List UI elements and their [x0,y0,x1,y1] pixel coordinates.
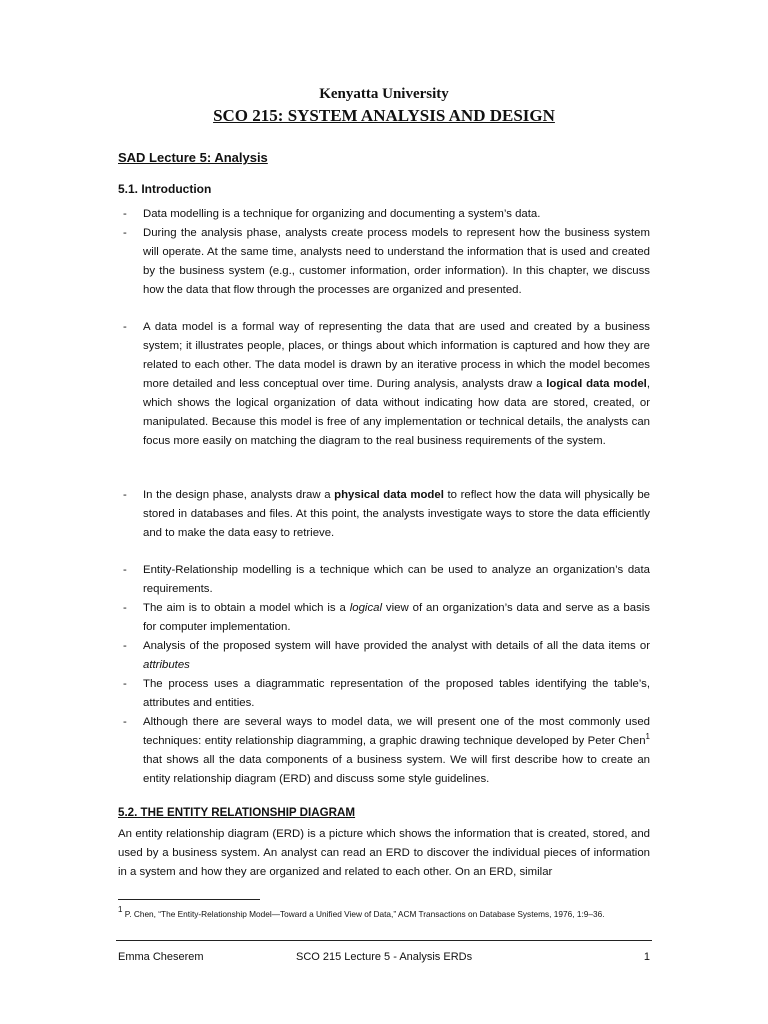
term-physical-data-model: physical data model [334,489,444,501]
list-item [118,224,650,300]
bullet-text: The process uses a diagrammatic representation of the proposed tables identifying the table’s, attributes and entities. [143,678,650,709]
list-item [118,561,650,599]
footer-separator [116,940,652,941]
bullet-dash: - [123,564,127,576]
term-logical-data-model: logical data model [546,378,647,390]
bullet-text: Entity-Relationship modelling is a technique which can be used to analyze an organization’s data requirements. [143,564,650,595]
term-attributes: attributes [143,659,190,671]
term-logical: logical [349,602,383,614]
footnote-text: P. Chen, “The Entity-Relationship Model—Toward a Unified View of Data,” ACM Transactions on Database Systems, 1976, 1:9–36. [122,909,605,919]
footnote-marker: 1 [118,905,123,914]
footnote [118,905,618,921]
course-title: SCO 215: SYSTEM ANALYSIS AND DESIGN [213,106,555,125]
bullet-text: During the analysis phase, analysts create process models to represent how the business system will operate. At the same time, analysts need to understand the information that is used and created by the business system (e.g., customer information, order information). In this chapter, we discuss how the data that flow through the processes are organized and presented. [143,227,650,296]
footer-title: SCO 215 Lecture 5 - Analysis ERDs [296,951,473,963]
list-item [118,318,650,451]
bullet-dash: - [123,640,127,652]
intro-bullet-list-2 [118,318,650,451]
bullet-dash: - [123,321,127,333]
lecture-title: SAD Lecture 5: Analysis [118,150,268,165]
bullet-text: A data model is a formal way of representing the data that are used and created by a business system; it illustrates people, places, or things about which information is captured and how they are related to each other. The data model is drawn by an iterative process in which the model becomes more detailed and less conceptual over time. During analysis, analysts draw a logical data model, which shows the logical organization of data without indicating how data are stored, created, or manipulated. Because this model is free of any implementation or technical details, the analysts can focus more easily on matching the diagram to the real business requirements of the system. [143,321,650,447]
list-item [118,486,650,543]
footer-author: Emma Cheserem [118,951,204,963]
footnote-reference[interactable]: 1 [645,732,650,741]
section-heading-introduction: 5.1. Introduction [118,182,212,196]
bullet-dash: - [123,678,127,690]
intro-bullet-list-3 [118,486,650,543]
bullet-text: Data modelling is a technique for organizing and documenting a system’s data. [143,208,541,220]
bullet-dash: - [123,208,127,220]
intro-bullet-list-4 [118,561,650,789]
page-number: 1 [643,951,650,963]
list-item [118,637,650,675]
bullet-dash: - [123,489,127,501]
bullet-text: Analysis of the proposed system will have provided the analyst with details of all the data items or attributes [143,640,650,671]
section-heading-erd: 5.2. THE ENTITY RELATIONSHIP DIAGRAM [118,806,356,819]
list-item [118,713,650,789]
bullet-dash: - [123,716,127,728]
footnote-separator [118,899,260,900]
list-item [118,599,650,637]
erd-paragraph: An entity relationship diagram (ERD) is a picture which shows the information that is created, stored, and used by a business system. An analyst can read an ERD to discover the individual pieces of information in a system and how they are organized and related to each other. On an ERD, similar [118,828,650,878]
bullet-dash: - [123,227,127,239]
list-item [118,205,650,224]
intro-bullet-list-1 [118,205,650,300]
bullet-dash: - [123,602,127,614]
bullet-text: In the design phase, analysts draw a physical data model to reflect how the data will physically be stored in databases and files. At this point, the analysts investigate ways to store the data efficiently and to make the data easy to retrieve. [143,489,650,539]
bullet-text: The aim is to obtain a model which is a logical view of an organization’s data and serve as a basis for computer implementation. [143,602,650,633]
list-item [118,675,650,713]
university-name: Kenyatta University [319,86,449,102]
bullet-text: Although there are several ways to model data, we will present one of the most commonly used techniques: entity relationship diagramming, a graphic drawing technique developed by Peter Chen$^1$ that shows all the data components of a business system. We will first describe how to create an entity relationship diagram (ERD) and discuss some style guidelines. [143,716,650,785]
